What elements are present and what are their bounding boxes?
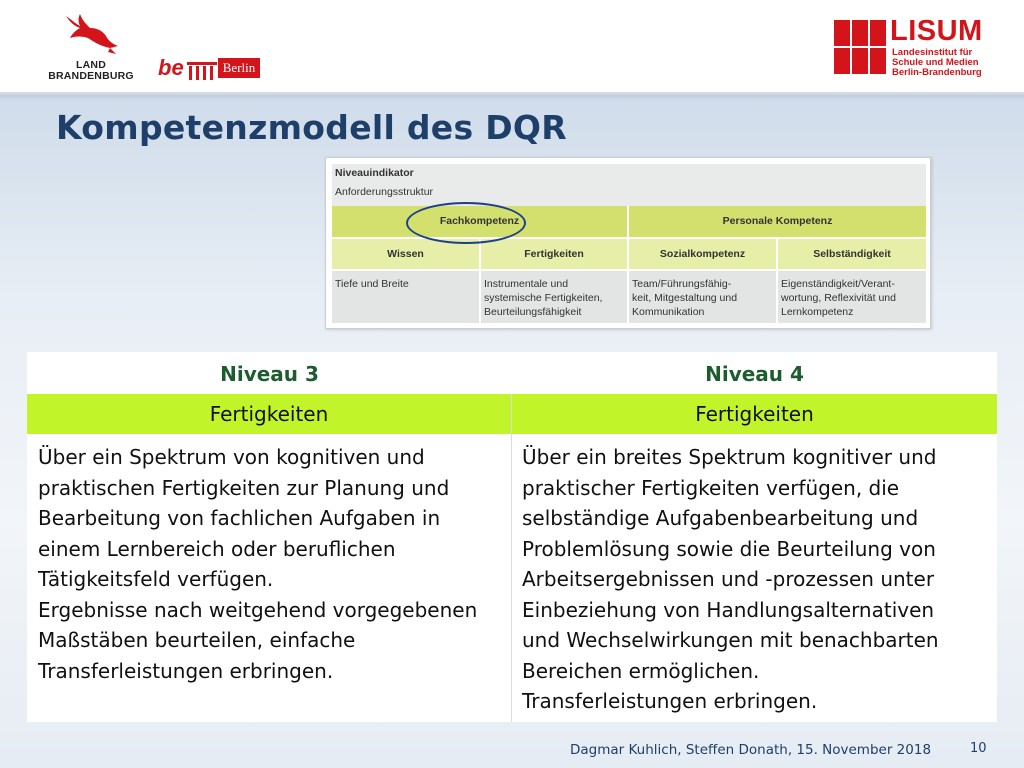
berlin-logo (158, 56, 262, 82)
dqr-model-image (325, 157, 931, 329)
dqr-sub-header: Sozialkompetenz (629, 239, 776, 269)
berlin-logo-word: Berlin (218, 58, 260, 78)
dqr-sub-header: Fertigkeiten (481, 239, 627, 269)
dqr-header-band (332, 164, 926, 206)
highlight-ellipse (406, 202, 526, 244)
dqr-group-header: Fachkompetenz (332, 206, 627, 237)
lisum-subtitle-line: Berlin-Brandenburg (892, 67, 982, 78)
table-column-divider (511, 394, 512, 722)
table-cell-niveau-4: Über ein breites Spektrum kognitiver und praktischer Fertigkeiten verfügen, die selbständige Aufgabenbearbeitung und Problemlösung sowie die Beurteilung von Arbeitsergebnissen und -prozessen unter Einbeziehung von Handlungsalternativen und Wechselwirkungen mit benachbarten Bereichen ermöglichen. Transferleistungen erbringen. (522, 445, 939, 713)
dqr-group-header: Personale Kompetenz (629, 206, 926, 237)
brandenburg-logo-line-2: BRANDENBURG (48, 70, 134, 82)
dqr-description: Instrumentale und systemische Fertigkeiten, Beurteilungsfähigkeit (481, 271, 627, 323)
dqr-sub-header: Wissen (332, 239, 479, 269)
brandenburg-logo-line-1: LAND (76, 59, 106, 71)
table-header-niveau-3: Niveau 3 (220, 362, 319, 386)
page-number: 10 (970, 741, 987, 756)
lisum-subtitle-line: Schule und Medien (892, 57, 979, 68)
table-subheader-niveau-3: Fertigkeiten (27, 394, 511, 434)
lisum-grid-icon (834, 20, 888, 76)
header-divider (0, 92, 1024, 100)
dqr-requirement-structure: Anforderungsstruktur (335, 186, 434, 198)
dqr-sub-header: Selbständigkeit (778, 239, 926, 269)
dqr-description: Team/Führungsfähig- keit, Mitgestaltung und Kommunikation (629, 271, 776, 323)
lisum-subtitle-line: Landesinstitut für (892, 47, 973, 58)
lisum-subtitle (892, 48, 982, 78)
comparison-table (27, 352, 997, 722)
table-header-niveau-4: Niveau 4 (705, 362, 804, 386)
slide-title: Kompetenzmodell des DQR (56, 108, 567, 147)
eagle-icon (60, 12, 122, 58)
table-cell-niveau-3: Über ein Spektrum von kognitiven und praktischen Fertigkeiten zur Planung und Bearbeitung von fachlichen Aufgaben in einem Lernbereich oder beruflichen Tätigkeitsfeld verfügen. Ergebnisse nach weitgehend vorgegebenen Maßstäben beurteilen, einfache Transferleistungen erbringen. (38, 445, 478, 683)
brandenburg-gate-icon (187, 60, 217, 80)
lisum-title: LISUM (890, 15, 983, 47)
dqr-description: Eigenständigkeit/Verant- wortung, Reflexivität und Lernkompetenz (778, 271, 926, 323)
footer-authors: Dagmar Kuhlich, Steffen Donath, 15. November 2018 (570, 742, 932, 758)
brandenburg-logo (46, 12, 136, 84)
berlin-logo-mark: be (158, 55, 184, 80)
dqr-description: Tiefe und Breite (332, 271, 479, 323)
table-subheader-niveau-4: Fertigkeiten (512, 394, 997, 434)
lisum-logo (834, 15, 994, 78)
dqr-level-indicator: Niveauindikator (335, 167, 414, 179)
